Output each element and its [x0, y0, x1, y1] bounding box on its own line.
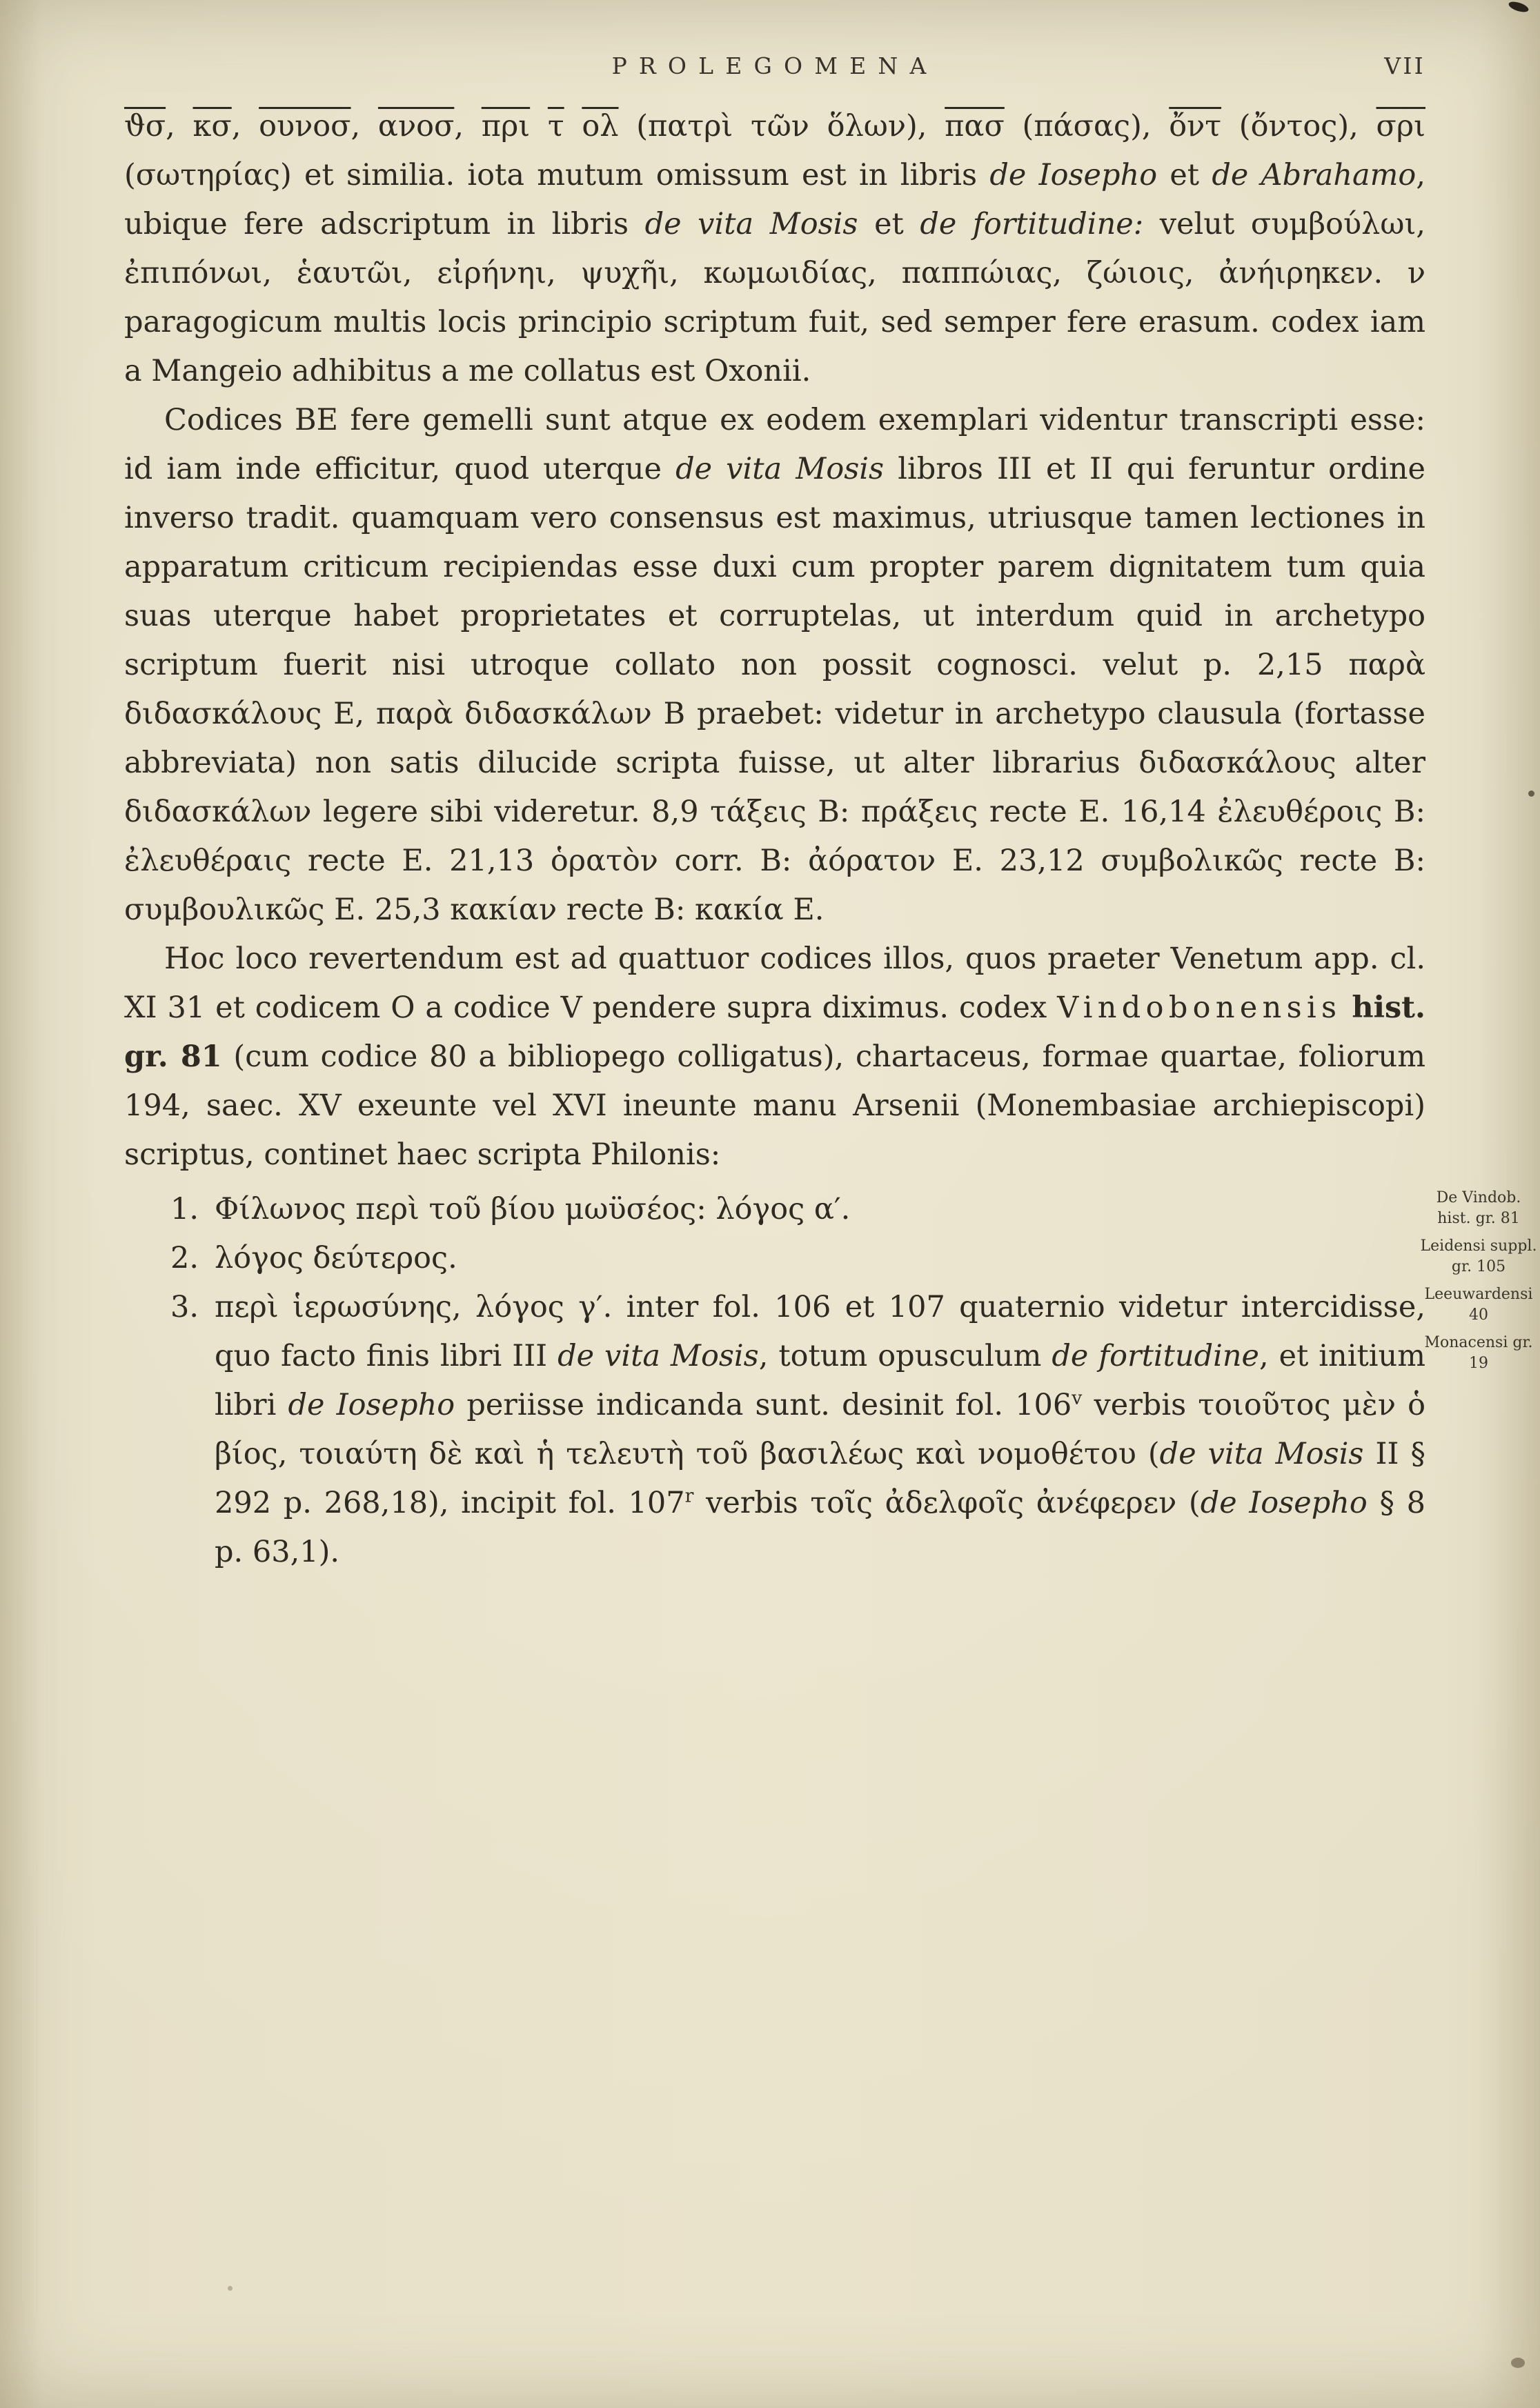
text-run: libros III et II qui feruntur ordine inverso tradit. quamquam vero consensus est maximus, utriusque tamen lectiones in apparatum criticum recipiendas esse duxi cum propter parem dignitatem tum quia suas uterque habet proprietates et corruptelas, ut interdum quid in archetypo scriptum fuerit nisi utroque collato non possit cognosci. velut p. 2,15 παρὰ διδασκάλους E, παρὰ διδασκάλων B praebet: videtur in archetypo clausula (fortasse abbreviata) non satis dilucide scripta fuisse, ut alter librarius διδασκάλους alter διδασκάλων legere sibi videretur. 8,9 τάξεις B: πράξεις recte E. 16,14 ἐλευθέροις B: ἐλευθέραις recte E. 21,13 ὁρατὸν corr. B: ἀόρατον E. 23,12 συμβολικῶς recte B: συμβουλικῶς E. 25,3 κακίαν recte B: κακία E.	[124, 452, 1425, 927]
margin-note-line: 40	[1469, 1306, 1488, 1324]
text-run: ,	[231, 109, 259, 143]
text-run: verbis τοῖς ἀδελφοῖς ἀνέφερεν (	[693, 1486, 1201, 1520]
list-item-number: 2.	[170, 1241, 199, 1275]
list-item	[170, 1185, 1425, 1234]
list-item-text	[215, 1283, 1425, 1577]
text-run: (πάσας),	[1004, 109, 1169, 143]
text-run: de Iosepho	[1200, 1486, 1368, 1520]
list-item-number: 1.	[170, 1192, 199, 1226]
margin-note-leeuwardensi	[1419, 1284, 1539, 1326]
text-run: et	[858, 207, 920, 241]
text-run: de fortitudine:	[920, 207, 1144, 241]
list-item-text	[215, 1185, 1425, 1234]
text-run: de vita Mosis	[557, 1339, 759, 1373]
text-run: Vindobonensis	[1057, 991, 1342, 1025]
text-run: ,	[351, 109, 378, 143]
text-run: de vita Mosis	[675, 452, 885, 486]
text-run: , totum opusculum	[758, 1339, 1052, 1373]
text-run	[564, 109, 582, 143]
margin-note-line: De Vindob.	[1436, 1189, 1521, 1206]
list-item	[170, 1283, 1425, 1577]
text-run: $\overline{ϑ\sigma}$	[124, 109, 166, 143]
text-run: v	[1072, 1387, 1083, 1409]
text-run: Hoc loco revertendum est ad quattuor codices illos, quos praeter Venetum app. cl. XI 31 et codicem O a codice V pendere supra diximus. codex	[124, 942, 1425, 1025]
text-run: ,	[166, 109, 193, 143]
text-run: ,	[454, 109, 482, 143]
text-run: (σωτηρίας) et similia. iota mutum omissum est in libris	[124, 158, 990, 192]
text-run: de vita Mosis	[644, 207, 858, 241]
margin-note-monacensi	[1419, 1333, 1539, 1374]
text-run: (cum codice 80 a bibliopego colligatus), chartaceus, formae quartae, foliorum 194, saec. XV exeunte vel XVI ineunte manu Arsenii (Monembasiae archiepiscopi) scriptus, continet haec scripta Philonis:	[124, 1039, 1425, 1172]
text-run: $\overline{\pi\rho\iota}$	[481, 109, 531, 143]
margin-note-line: Leidensi suppl.	[1420, 1237, 1537, 1255]
text-block	[124, 102, 1425, 1577]
list-item	[170, 1234, 1425, 1283]
text-run: $\overline{\tau}$	[547, 109, 564, 143]
text-run: $\overline{\pi\alpha\sigma}$	[945, 109, 1005, 143]
text-run: de Iosepho	[989, 158, 1158, 192]
text-run: verbis τοιοῦτος μὲν ὁ βίος, τοιαύτη δὲ καὶ ἡ τελευτὴ τοῦ βασιλέως καὶ νομοθέτου (	[215, 1388, 1426, 1471]
text-run	[530, 109, 548, 143]
margin-note-line: hist. gr. 81	[1437, 1210, 1520, 1227]
text-run: Codices BE fere gemelli sunt atque ex eodem exemplari videntur transcripti esse: id iam inde efficitur, quod uterque	[124, 403, 1425, 486]
text-run	[1341, 991, 1352, 1025]
text-run: (πατρὶ τῶν ὅλων),	[618, 109, 945, 143]
margin-note-line: 19	[1469, 1355, 1488, 1372]
paragraph-codices-be	[124, 396, 1425, 935]
text-run: περὶ ἱερωσύνης, λόγος γ′. inter fol. 106 et 107 quaternio videtur intercidisse, quo facto finis libri III	[215, 1290, 1425, 1373]
text-run: λόγος δεύτερος.	[215, 1241, 457, 1275]
text-run: de fortitudine	[1052, 1339, 1260, 1373]
text-run: $\overline{\kappa\sigma}$	[192, 109, 232, 143]
text-run: de Iosepho	[288, 1388, 455, 1422]
scan-artifact	[228, 2286, 233, 2291]
text-run: velut συμβούλωι, ἐπιπόνωι, ἑαυτῶι, εἰρήνηι, ψυχῆι, κωμωιδίας, παππώιας, ζώιοις, ἀνήιρηκεν. ν paragogicum multis locis principio scriptum fuit, sed semper fere erasum. codex iam a Mangeio adhibitus a me collatus est Oxonii.	[124, 207, 1425, 388]
text-run: § 8 p. 63,1).	[215, 1486, 1426, 1569]
margin-note-line: gr. 105	[1451, 1258, 1506, 1275]
text-run: Φίλωνος περὶ τοῦ βίου μωϋσέος: λόγος α′.	[215, 1192, 851, 1226]
text-run: (ὄντος),	[1221, 109, 1376, 143]
text-run: de Abrahamo	[1212, 158, 1416, 192]
list-item-number: 3.	[170, 1290, 199, 1324]
text-run: hist. gr. 81	[124, 991, 1425, 1074]
text-run: de vita Mosis	[1159, 1437, 1364, 1471]
list-item-text	[215, 1234, 1425, 1283]
page-header	[124, 52, 1425, 88]
paragraph-abbreviations	[124, 102, 1425, 396]
text-run: , et initium libri	[215, 1339, 1425, 1422]
page-number: VII	[1384, 52, 1425, 79]
margin-note-line: Leeuwardensi	[1424, 1286, 1533, 1303]
text-run: $\overline{o\lambda}$	[582, 109, 619, 143]
scan-artifact	[1528, 790, 1534, 797]
paragraph-codex-vindobonensis	[124, 935, 1425, 1180]
margin-note-leidensi	[1419, 1236, 1539, 1277]
philonis-scripta-list	[124, 1185, 1425, 1577]
text-run: r	[684, 1485, 694, 1507]
running-title: PROLEGOMENA	[611, 52, 938, 79]
margin-note-line: Monacensi gr.	[1424, 1334, 1533, 1351]
text-run: ανοσ	[377, 109, 455, 143]
text-run: periisse indicanda sunt. desinit fol. 106	[455, 1388, 1072, 1422]
text-run: et	[1157, 158, 1212, 192]
margin-note-vindob	[1419, 1188, 1539, 1229]
text-run: II § 292 p. 268,18), incipit fol. 107	[215, 1437, 1425, 1520]
text-run: $\overline{ὄ\nu\tau}$	[1169, 109, 1222, 143]
text-run: ουνοσ	[259, 109, 351, 143]
scan-artifact	[1511, 2358, 1525, 2368]
text-run: $\overline{\sigma\rho\iota}$	[1376, 109, 1426, 143]
scan-artifact	[1508, 0, 1530, 14]
margin-notes	[1419, 1188, 1539, 1374]
text-run: , ubique fere adscriptum in libris	[124, 158, 1425, 241]
